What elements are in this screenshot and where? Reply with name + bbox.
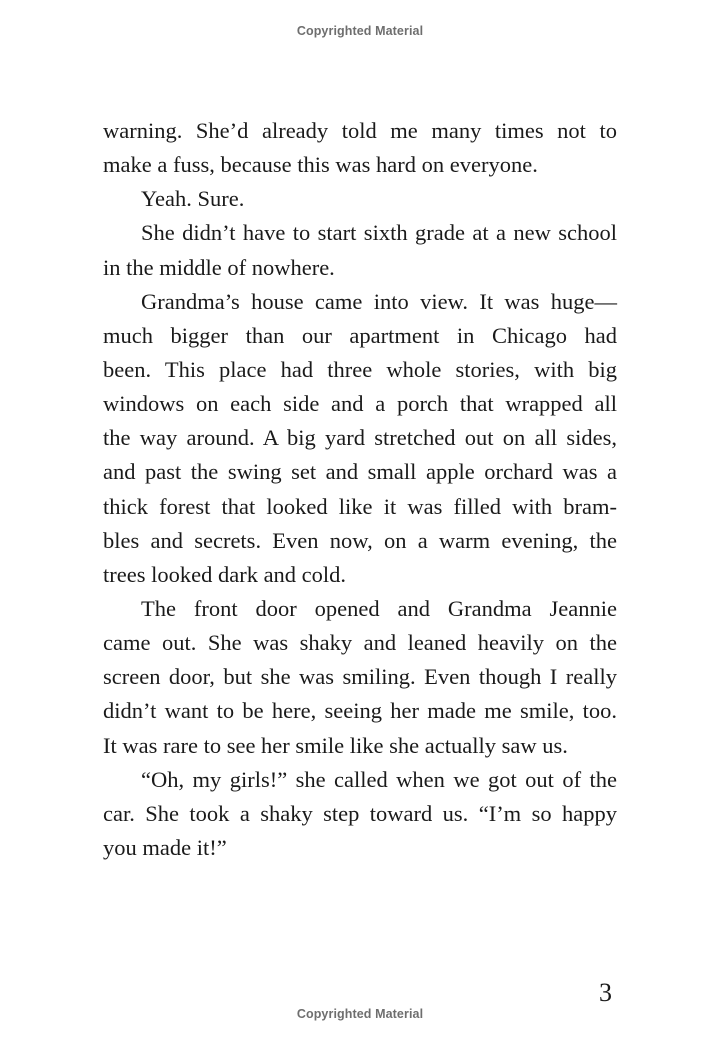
text-line: windows on each side and a porch that wrapped all bbox=[103, 391, 617, 417]
text-line: bles and secrets. Even now, on a warm evening, the bbox=[103, 527, 617, 553]
paragraph bbox=[103, 216, 617, 284]
text-line: The front door opened and Grandma Jeannie bbox=[141, 595, 617, 621]
paragraph bbox=[103, 285, 617, 592]
text-line: Yeah. Sure. bbox=[141, 186, 245, 212]
copyright-watermark-bottom: Copyrighted Material bbox=[296, 1007, 424, 1021]
paragraph bbox=[103, 763, 617, 865]
text-line: much bigger than our apartment in Chicago had bbox=[103, 322, 617, 348]
text-line: didn’t want to be here, seeing her made me smile, too. bbox=[103, 698, 617, 724]
paragraph bbox=[103, 114, 617, 182]
text-line: It was rare to see her smile like she actually saw us. bbox=[103, 732, 568, 758]
text-line: in the middle of nowhere. bbox=[103, 254, 335, 280]
paragraph bbox=[103, 182, 617, 216]
text-line: thick forest that looked like it was filled with bram- bbox=[103, 493, 617, 519]
text-line: warning. She’d already told me many times not to bbox=[103, 118, 617, 143]
text-line: came out. She was shaky and leaned heavily on the bbox=[103, 630, 617, 656]
text-line: make a fuss, because this was hard on everyone. bbox=[103, 152, 538, 178]
copyright-watermark-top: Copyrighted Material bbox=[296, 24, 424, 38]
paragraph bbox=[103, 592, 617, 763]
text-line: Grandma’s house came into view. It was huge— bbox=[141, 288, 617, 314]
page-number: 3 bbox=[599, 978, 612, 1007]
page-body-text bbox=[103, 114, 617, 865]
text-line: you made it!” bbox=[103, 834, 227, 860]
text-line: car. She took a shaky step toward us. “I’m so happy bbox=[103, 800, 617, 826]
text-line: She didn’t have to start sixth grade at a new school bbox=[141, 220, 617, 246]
text-line: screen door, but she was smiling. Even though I really bbox=[103, 664, 617, 690]
text-line: the way around. A big yard stretched out on all sides, bbox=[103, 425, 617, 451]
text-line: trees looked dark and cold. bbox=[103, 561, 347, 587]
text-line: and past the swing set and small apple orchard was a bbox=[103, 459, 617, 485]
text-line: been. This place had three whole stories, with big bbox=[103, 356, 617, 382]
text-line: “Oh, my girls!” she called when we got out of the bbox=[141, 766, 617, 792]
